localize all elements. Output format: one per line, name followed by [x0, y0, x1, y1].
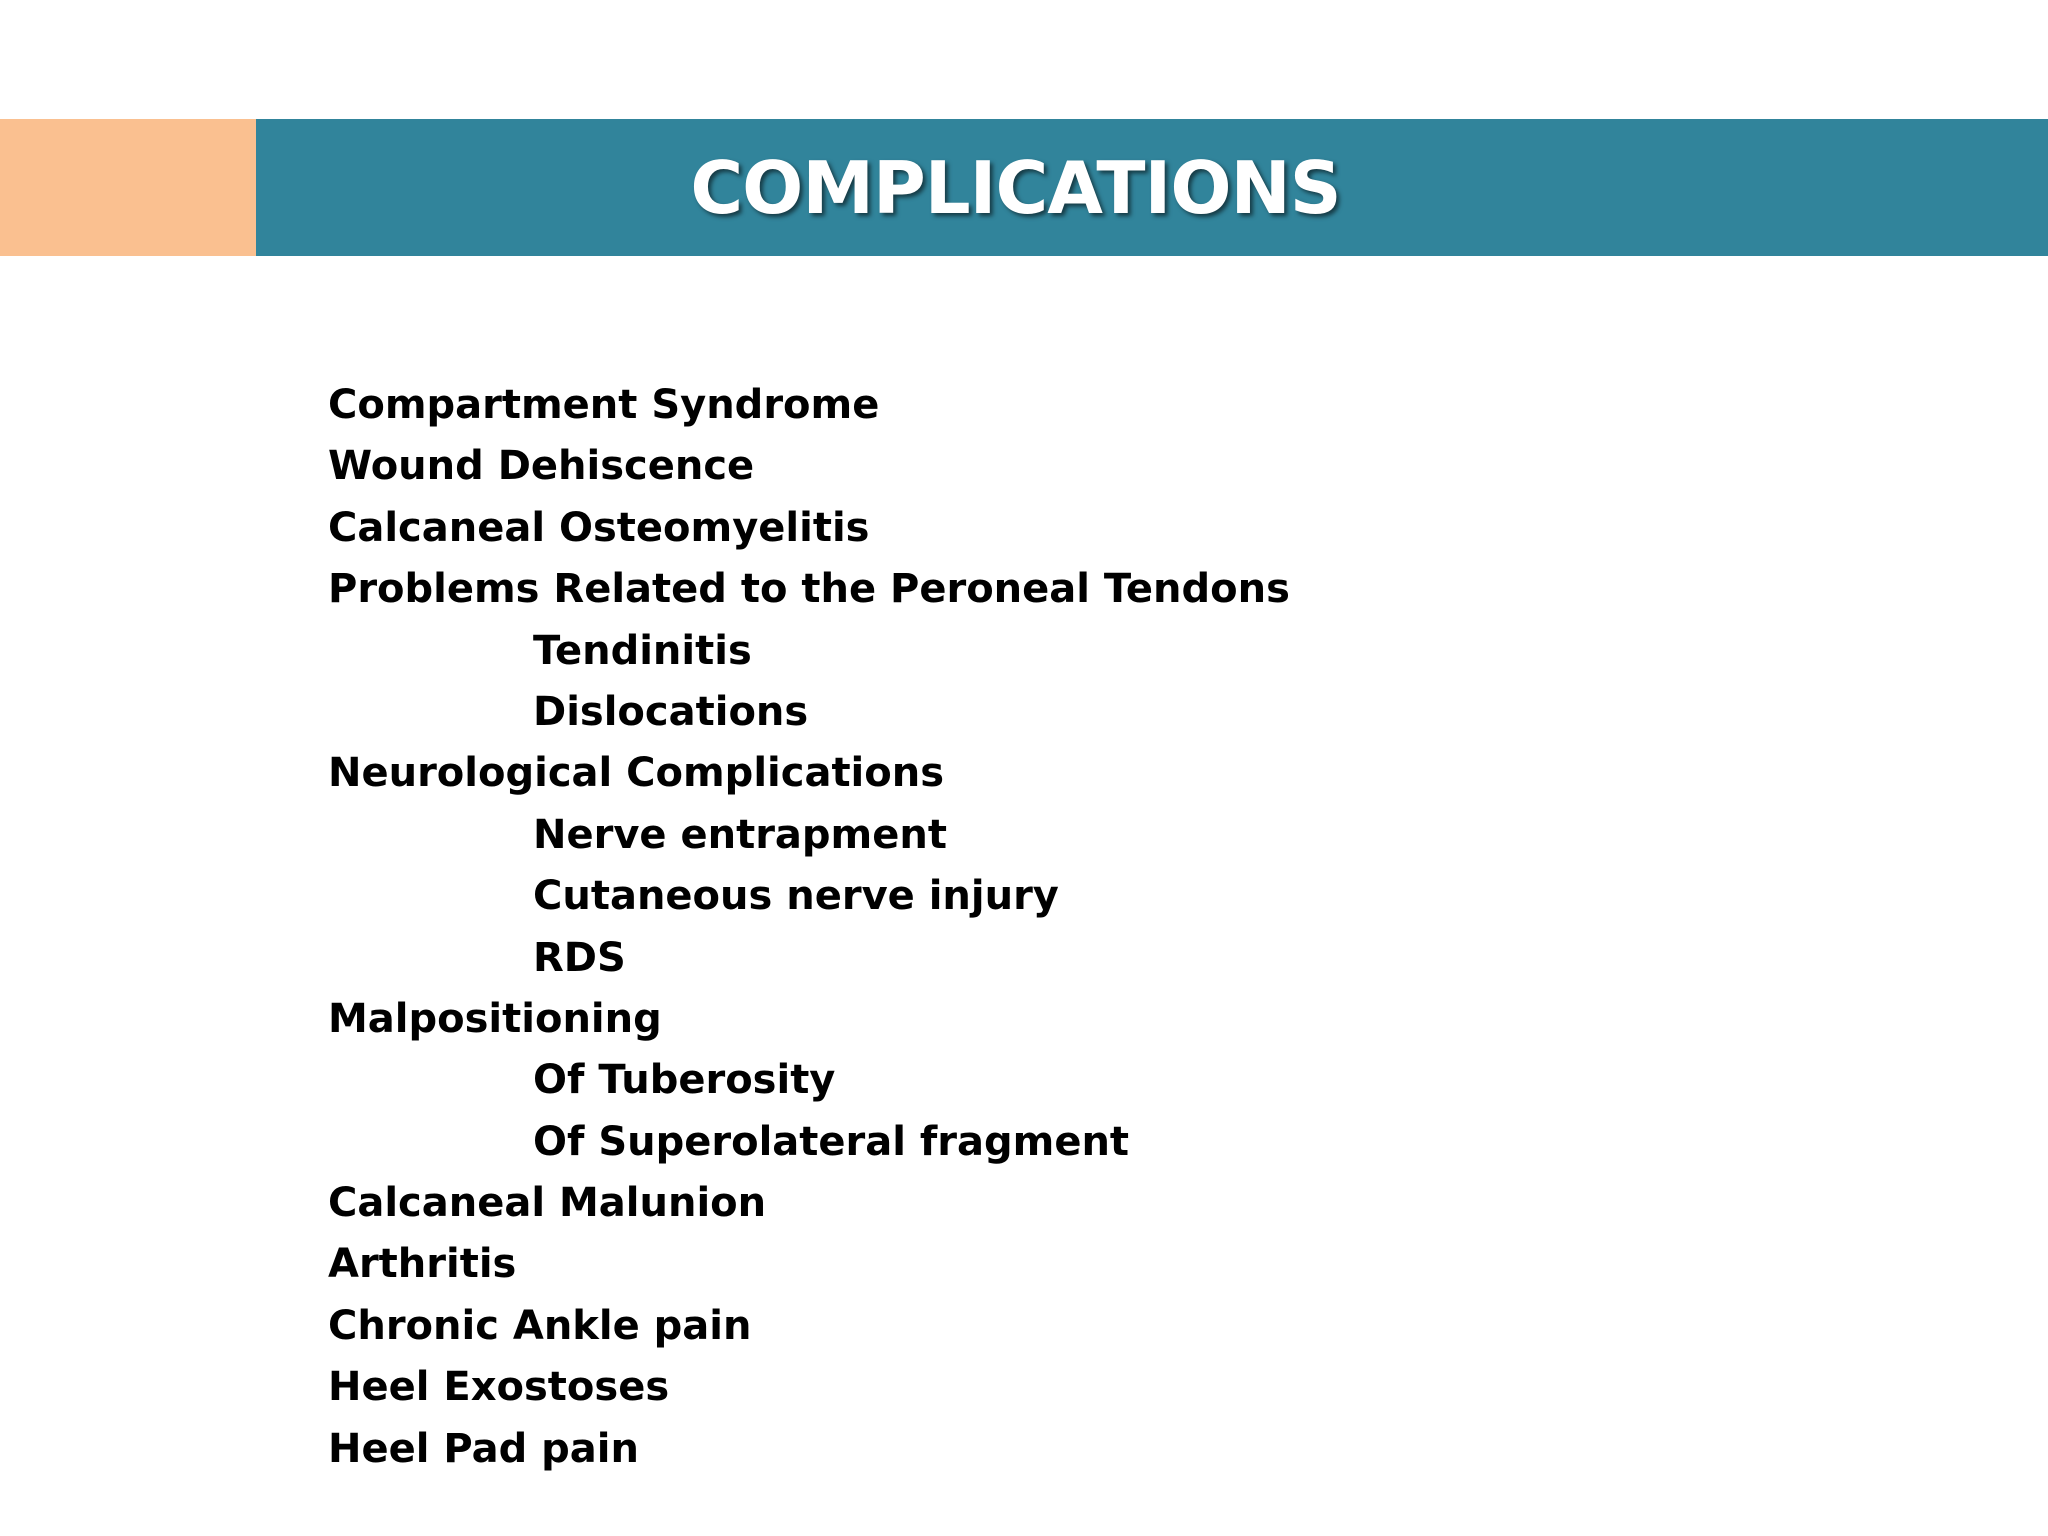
list-item: Heel Exostoses [328, 1364, 670, 1411]
sub-list-item: Nerve entrapment [533, 811, 947, 858]
sub-list-item: Of Tuberosity [533, 1057, 836, 1104]
list-item: Arthritis [328, 1241, 517, 1288]
accent-block [0, 119, 256, 256]
complications-list [328, 375, 1828, 1480]
list-item: Problems Related to the Peroneal Tendons [328, 566, 1290, 613]
sub-list-item: Tendinitis [533, 627, 752, 674]
sub-list-item: Dislocations [533, 688, 809, 735]
list-item: Calcaneal Malunion [328, 1180, 767, 1227]
sub-list-item: Of Superolateral fragment [533, 1118, 1130, 1165]
list-item: Compartment Syndrome [328, 382, 880, 428]
list-item: Chronic Ankle pain [328, 1302, 752, 1349]
list-item: Calcaneal Osteomyelitis [328, 504, 870, 551]
sub-list-item: RDS [533, 934, 626, 981]
list-item: Heel Pad pain [328, 1425, 639, 1472]
slide-title: COMPLICATIONS [690, 145, 1341, 230]
list-item: Wound Dehiscence [328, 443, 755, 490]
list-item: Neurological Complications [328, 750, 945, 797]
sub-list-item: Cutaneous nerve injury [533, 873, 1059, 920]
list-item: Malpositioning [328, 995, 662, 1042]
